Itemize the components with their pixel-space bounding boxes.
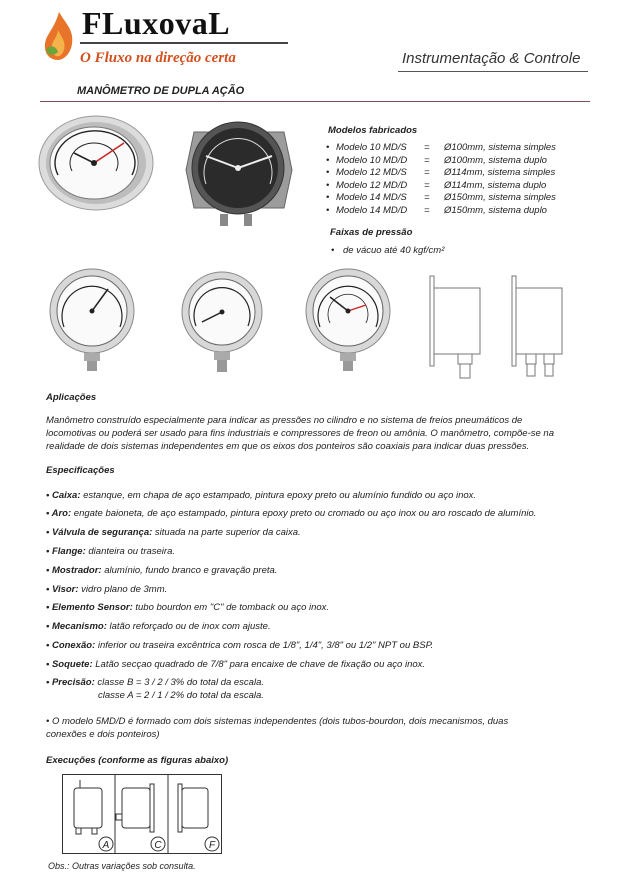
execution-label-a: A [102,840,110,851]
spec-flange: • Flange: dianteira ou traseira. [46,546,175,557]
side-view-drawing-2 [506,272,576,382]
executions-heading: Execuções (conforme as figuras abaixo) [46,755,229,766]
spec-conexao: • Conexão: inferior ou traseira excêntrica com rosca de 1/8", 1/4", 3/8" ou 1/2" NPT ou BSP. [46,640,434,651]
execution-label-c: C [154,840,162,851]
list-item: • Modelo 10 MD/D = Ø100mm, sistema duplo [326,154,547,166]
executions-diagram [62,774,222,854]
models-heading: Modelos fabricados [328,125,418,136]
list-item: • Modelo 10 MD/S = Ø100mm, sistema simples [326,142,556,153]
spec-mecanismo: • Mecanismo: latão reforçado ou de inox com ajuste. [46,621,271,632]
applications-line-2: locomotivas ou poderá ser usado para fins industriais e compressores de freon ou amônia. O manômetro, compõe-se na [46,428,554,439]
spec-visor: • Visor: vidro plano de 3mm. [46,584,168,595]
spec-precisao: • Precisão: classe B = 3 / 2 / 3% do total da escala. [46,677,265,688]
applications-line-3: realidade de dois sistemas independentes em que os eixos dos ponteiros são coaxiais para indicar duas pressões. [46,441,530,452]
ranges-item: • de vácuo até 40 kgf/cm² [331,245,445,256]
side-view-drawing-1 [424,272,494,382]
specs-heading: Especificações [46,465,115,476]
header-subtitle: Instrumentação & Controle [402,50,581,67]
subtitle-underline [398,71,588,72]
note-line-1: • O modelo 5MD/D é formado com dois sistemas independentes (dois tubos-bourdon, dois mecanismos, duas [46,716,509,727]
spec-soquete: • Soquete: Latão secçao quadrado de 7/8" para encaixe de chave de fixação ou aço inox. [46,659,426,670]
ranges-heading: Faixas de pressão [330,227,413,238]
gauge-photo-2 [180,110,300,230]
applications-heading: Aplicações [46,392,97,403]
gauge-photo-5 [300,267,396,373]
execution-label-f: F [208,840,216,851]
brand-underline [80,42,288,44]
brand-name: FLuxovaL [82,5,231,41]
obs-note: Obs.: Outras variações sob consulta. [48,861,196,871]
gauge-photo-1 [36,113,156,213]
list-item: • Modelo 14 MD/D = Ø150mm, sistema duplo [326,204,547,216]
gauge-photo-4 [174,270,270,376]
header-divider [40,101,590,102]
spec-aro: • Aro: engate baioneta, de aço estampado, pintura epoxy preto ou cromado ou aço inox ou aro roscado de alumínio. [46,508,537,519]
models-list [326,142,556,218]
note-line-2: conexões e dois ponteiros) [46,729,160,740]
spec-elemento-sensor: • Elemento Sensor: tubo bourdon em "C" de tomback ou aço inox. [46,602,330,613]
flame-logo-icon [40,10,78,62]
brand-tagline: O Fluxo na direção certa [80,50,236,66]
applications-line-1: Manômetro construído especialmente para indicar as pressões no cilindro e no sistema de freios pneumáticos de [46,415,523,426]
spec-valvula: • Válvula de segurança: situada na parte superior da caixa. [46,527,301,538]
spec-caixa: • Caixa: estanque, em chapa de aço estampado, pintura epoxy preto ou alumínio fundido ou aço inox. [46,490,477,501]
list-item: • Modelo 12 MD/D = Ø114mm, sistema duplo [326,179,547,191]
page-title: MANÔMETRO DE DUPLA AÇÃO [77,85,245,97]
list-item: • Modelo 14 MD/S = Ø150mm, sistema simples [326,192,556,204]
list-item: • Modelo 12 MD/S = Ø114mm, sistema simples [326,167,556,179]
gauge-photo-3 [44,267,140,373]
spec-mostrador: • Mostrador: alumínio, fundo branco e gravação preta. [46,565,278,576]
spec-precisao-class-a: classe A = 2 / 1 / 2% do total da escala. [98,690,264,701]
